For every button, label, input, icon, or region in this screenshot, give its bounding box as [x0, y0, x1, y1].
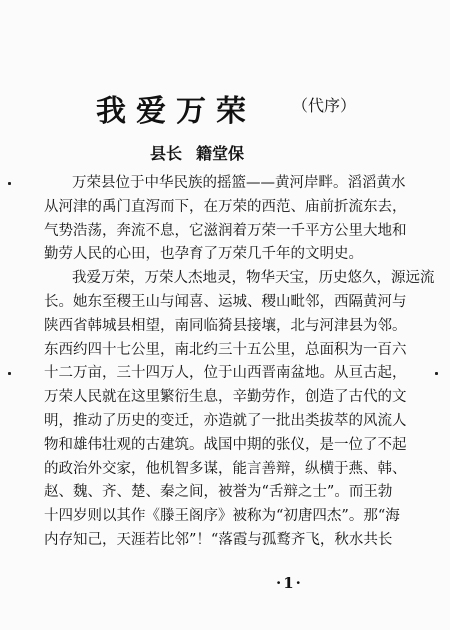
text-line: 勤劳人民的心田，也孕育了万荣几千年的文明史。	[44, 246, 363, 263]
margin-mark	[8, 372, 11, 375]
text-line: 东西约四十七公里，南北约三十五公里，总面积为一百六	[44, 341, 407, 358]
author-name: 籍堂保	[196, 144, 245, 163]
text-line: 十二万亩，三十四万人，位于山西晋南盆地。从亘古起，	[44, 365, 407, 382]
text-line: 赵、魏、齐、楚、秦之间，被誉为“舌辩之士”。而王勃	[44, 484, 393, 501]
page-number: ·1·	[276, 574, 303, 592]
margin-mark	[435, 372, 438, 375]
text-line: 十四岁则以其作《滕王阁序》被称为“初唐四杰”。那“海	[44, 508, 400, 525]
page-subtitle: （代序）	[292, 96, 357, 115]
text-line: 的政治外交家，他机智多谋，能言善辩，纵横于燕、韩、	[44, 460, 407, 477]
margin-mark	[8, 182, 11, 185]
text-line: 我爱万荣，万荣人杰地灵，物华天宝，历史悠久，源远流	[72, 270, 435, 287]
author-role: 县长	[150, 144, 183, 163]
text-line: 明，推动了历史的变迁，亦造就了一批出类拔萃的风流人	[44, 412, 407, 429]
text-line: 万荣县位于中华民族的摇篮——黄河岸畔。滔滔黄水	[72, 175, 406, 191]
text-line: 长。她东至稷王山与闻喜、运城、稷山毗邻，西隔黄河与	[44, 293, 407, 310]
author-byline	[150, 142, 244, 166]
text-line: 万荣人民就在这里繁衍生息，辛勤劳作，创造了古代的文	[44, 389, 407, 406]
text-line: 陕西省韩城县相望，南同临猗县接壤，北与河津县为邻。	[44, 317, 407, 334]
text-line: 从河津的禹门直泻而下，在万荣的西范、庙前折流东去，	[44, 198, 407, 215]
title-row	[96, 92, 396, 132]
text-line: 气势浩荡，奔流不息，它滋润着万荣一千平方公里大地和	[44, 222, 407, 239]
text-line: 内存知己，天涯若比邻”！“落霞与孤鹜齐飞，秋水共长	[44, 531, 393, 548]
text-line: 物和雄伟壮观的古建筑。战国中期的张仪，是一位了不起	[44, 436, 407, 453]
page-title: 我爱万荣	[96, 94, 256, 129]
body-text	[44, 172, 435, 553]
